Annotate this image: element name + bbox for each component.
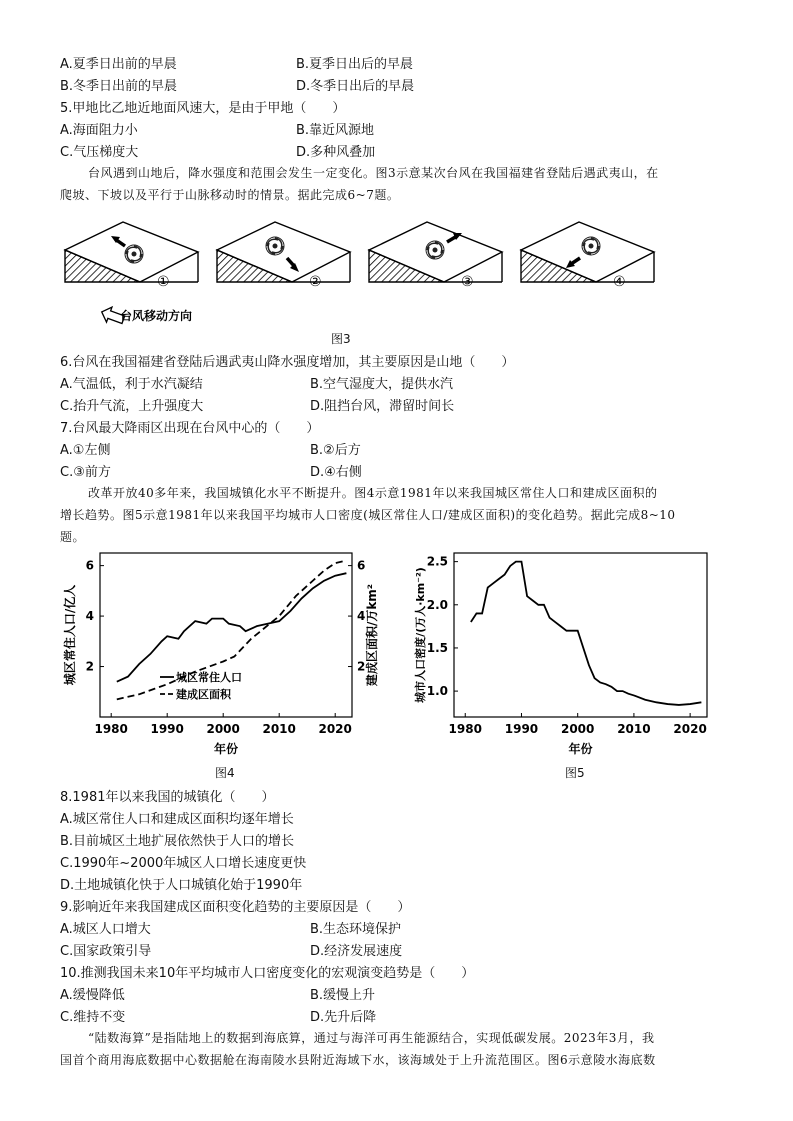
fig4-legend-population: 城区常住人口 [176, 671, 242, 684]
fig4-y2label: 建成区面积/万km² [365, 583, 379, 687]
q6-option-a: A.气温低，利于水汽凝结 [60, 377, 203, 392]
figure-4-chart [55, 545, 385, 760]
fig5-plot-frame [454, 553, 707, 717]
q5-option-c: C.气压梯度大 [60, 145, 139, 160]
panel-1-label: ① [157, 274, 170, 290]
passage-typhoon-line1: 台风遇到山地后，降水强度和范围会发生一定变化。图3示意某次台风在我国福建省登陆后遇武夷山，在 [88, 166, 659, 180]
passage-urban-line2: 增长趋势。图5示意1981年以来我国平均城市人口密度(城区常住人口/建成区面积)的变化趋势。据此完成8~10 [60, 508, 676, 522]
panel-4-label: ④ [613, 274, 626, 290]
q6-option-c: C.抬升气流，上升强度大 [60, 399, 204, 414]
fig5-ytick-label: 1.0 [426, 684, 448, 699]
fig4-ytick-label: 6 [85, 558, 94, 573]
fig5-xtick-label: 2010 [617, 722, 651, 736]
fig4-xtick-label: 1980 [94, 722, 128, 736]
passage-datacenter-line2: 国首个商用海底数据中心数据舱在海南陵水县附近海域下水，该海域处于上升流范围区。图6示意陵水海底数 [60, 1053, 656, 1067]
panel-1 [65, 222, 198, 290]
q5-option-d: D.多种风叠加 [296, 145, 376, 160]
question-9-stem: 9.影响近年来我国建成区面积变化趋势的主要原因是（ ） [60, 900, 411, 915]
panel-2 [217, 222, 350, 290]
fig5-ytick-label: 2.5 [426, 554, 448, 569]
fig4-xtick-label: 2000 [206, 722, 240, 736]
option-c-winter-before-sunrise: B.冬季日出前的早晨 [60, 79, 178, 94]
figure-3-typhoon-diagram [55, 212, 705, 330]
fig4-xtick-label: 1990 [150, 722, 184, 736]
q6-option-b: B.空气湿度大，提供水汽 [310, 377, 454, 392]
q9-option-c: C.国家政策引导 [60, 944, 152, 959]
q10-option-b: B.缓慢上升 [310, 988, 376, 1003]
q5-option-b: B.靠近风源地 [296, 123, 375, 138]
q10-option-a: A.缓慢降低 [60, 988, 125, 1003]
fig5-ytick-label: 1.5 [426, 640, 448, 655]
fig4-y2tick-label: 2 [357, 659, 366, 674]
panel-3 [369, 222, 502, 290]
q8-option-c: C.1990年~2000年城区人口增长速度更快 [60, 856, 307, 871]
fig4-xlabel: 年份 [213, 742, 239, 756]
figure-4-caption: 图4 [215, 766, 235, 780]
question-10-stem: 10.推测我国未来10年平均城市人口密度变化的宏观演变趋势是（ ） [60, 966, 475, 981]
fig4-xtick-label: 2020 [318, 722, 352, 736]
fig5-ytick-label: 2.0 [426, 597, 448, 612]
passage-urban-line3: 题。 [60, 530, 86, 544]
q8-option-a: A.城区常住人口和建成区面积均逐年增长 [60, 812, 294, 827]
q8-option-d: D.土地城镇化快于人口城镇化始于1990年 [60, 878, 303, 893]
legend-label: 台风移动方向 [120, 309, 193, 323]
q10-option-d: D.先升后降 [310, 1010, 377, 1025]
panel-4 [521, 222, 654, 290]
q5-option-a: A.海面阻力小 [60, 123, 138, 138]
q8-option-b: B.目前城区土地扩展依然快于人口的增长 [60, 834, 295, 849]
q7-option-b: B.②后方 [310, 443, 361, 458]
panel-3-label: ③ [461, 274, 474, 290]
passage-datacenter-line1: “陆数海算”是指陆地上的数据到海底算，通过与海洋可再生能源结合，实现低碳发展。2023年3月，我 [88, 1031, 655, 1045]
fig4-series-population [117, 573, 347, 681]
q6-option-d: D.阻挡台风，滞留时间长 [310, 399, 455, 414]
fig4-y2tick-label: 4 [357, 609, 366, 624]
fig4-ytick-label: 2 [85, 659, 94, 674]
option-d-winter-after-sunrise: D.冬季日出后的早晨 [296, 79, 415, 94]
figure-5-caption: 图5 [565, 766, 585, 780]
fig5-xtick-label: 1990 [504, 722, 539, 736]
q9-option-a: A.城区人口增大 [60, 922, 151, 937]
q9-option-b: B.生态环境保护 [310, 922, 402, 937]
q7-option-d: D.④右侧 [310, 465, 362, 480]
question-8-stem: 8.1981年以来我国的城镇化（ ） [60, 790, 275, 805]
fig5-series-density [471, 562, 702, 705]
fig5-xtick-label: 1980 [448, 722, 482, 736]
option-a-summer-before-sunrise: A.夏季日出前的早晨 [60, 57, 177, 72]
fig4-ylabel: 城区常住人口/亿人 [63, 584, 77, 686]
figure-3-caption: 图3 [331, 332, 351, 346]
question-6-stem: 6.台风在我国福建省登陆后遇武夷山降水强度增加，其主要原因是山地（ ） [60, 355, 515, 370]
passage-typhoon-line2: 爬坡、下坡以及平行于山脉移动时的情景。据此完成6~7题。 [60, 188, 400, 202]
passage-urban-line1: 改革开放40多年来，我国城镇化水平不断提升。图4示意1981年以来我国城区常住人口和建成区面积的 [88, 486, 658, 500]
question-7-stem: 7.台风最大降雨区出现在台风中心的（ ） [60, 421, 320, 436]
fig4-ytick-label: 4 [85, 609, 94, 624]
q7-option-a: A.①左侧 [60, 443, 111, 458]
fig5-xtick-label: 2000 [560, 722, 595, 736]
q10-option-c: C.维持不变 [60, 1010, 126, 1025]
typhoon-direction-legend [99, 304, 192, 327]
panel-2-label: ② [309, 274, 322, 290]
fig4-y2tick-label: 6 [357, 558, 366, 573]
fig4-legend-area: 建成区面积 [176, 688, 231, 701]
option-b-summer-after-sunrise: B.夏季日出后的早晨 [296, 57, 414, 72]
fig5-ylabel: 城市人口密度/(万人·km⁻²) [414, 567, 427, 703]
fig4-xtick-label: 2010 [262, 722, 296, 736]
fig5-xlabel: 年份 [568, 742, 593, 756]
q9-option-d: D.经济发展速度 [310, 944, 403, 959]
fig5-xtick-label: 2020 [673, 722, 707, 736]
q7-option-c: C.③前方 [60, 465, 111, 480]
question-5-stem: 5.甲地比乙地近地面风速大，是由于甲地（ ） [60, 101, 346, 116]
figure-5-chart [412, 545, 722, 760]
